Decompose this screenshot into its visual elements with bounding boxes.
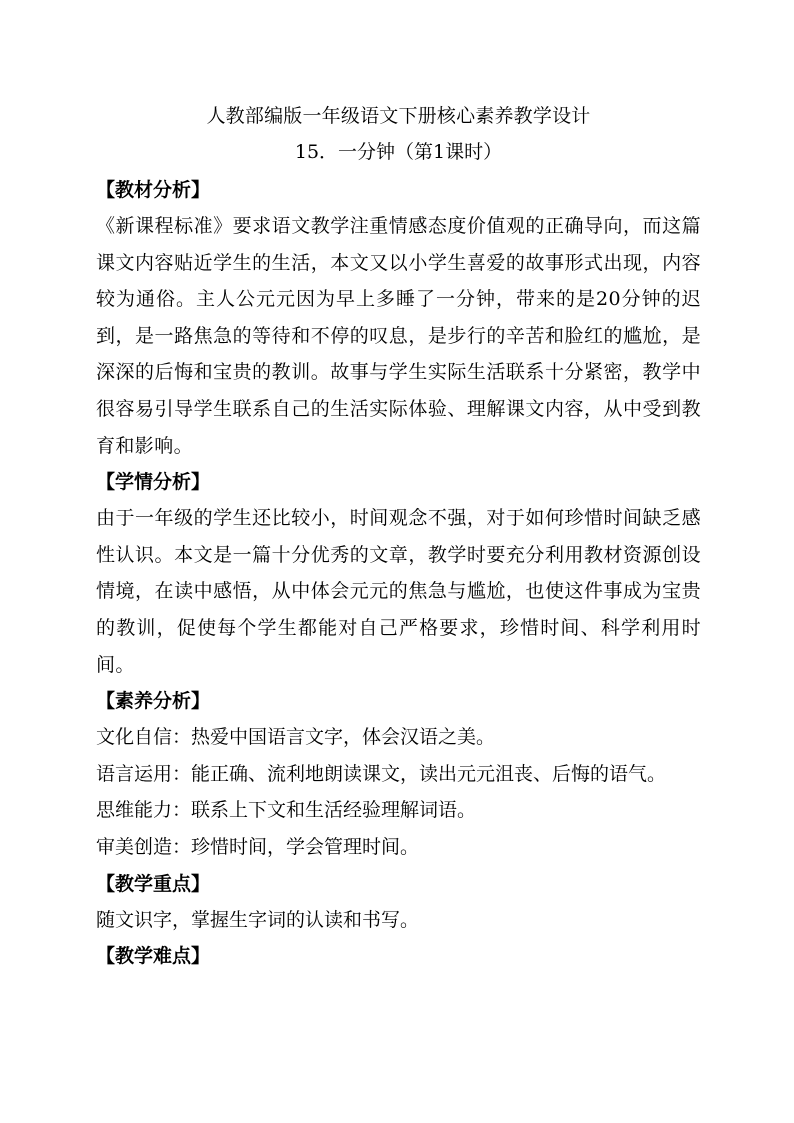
section-text-key-points: 随文识字，掌握生字词的认读和书写。 [96, 908, 420, 931]
literacy-item-language: 语言运用：能正确、流利地朗读课文，读出元元沮丧、后悔的语气。 [96, 762, 667, 785]
section-text-students: 由于一年级的学生还比较小，时间观念不强，对于如何珍惜时间缺乏感性认识。本文是一篇十分优秀的文章，教学时要充分利用教材资源创设情境，在读中感悟，从中体会元元的焦急与尴尬，也使这件事成为宝贵的教训，促使每个学生都能对自己严格要求，珍惜时间、科学利用时间。 [96, 507, 701, 676]
literacy-item-culture: 文化自信：热爱中国语言文字，体会汉语之美。 [96, 726, 496, 749]
section-heading-literacy: 【素养分析】 [96, 690, 211, 713]
section-heading-difficulties: 【教学难点】 [96, 945, 211, 968]
section-heading-students: 【学情分析】 [96, 471, 211, 494]
section-text-material: 《新课程标准》要求语文教学注重情感态度价值观的正确导向，而这篇课文内容贴近学生的生活，本文又以小学生喜爱的故事形式出现，内容较为通俗。主人公元元因为早上多睡了一分钟，带来的是20分钟的迟到，是一路焦急的等待和不停的叹息，是步行的辛苦和脸红的尴尬，是深深的后悔和宝贵的教训。故事与学生实际生活联系十分紧密，教学中很容易引导学生联系自己的生活实际体验、理解课文内容，从中受到教育和影响。 [96, 215, 701, 457]
section-heading-key-points: 【教学重点】 [96, 872, 211, 895]
literacy-item-aesthetic: 审美创造：珍惜时间，学会管理时间。 [96, 835, 420, 858]
document-page [96, 98, 701, 974]
section-heading-material: 【教材分析】 [96, 179, 211, 201]
document-title: 人教部编版一年级语文下册核心素养教学设计 [206, 105, 591, 127]
lesson-subtitle: 15．一分钟（第1课时） [294, 141, 503, 163]
literacy-item-thinking: 思维能力：联系上下文和生活经验理解词语。 [96, 799, 477, 822]
